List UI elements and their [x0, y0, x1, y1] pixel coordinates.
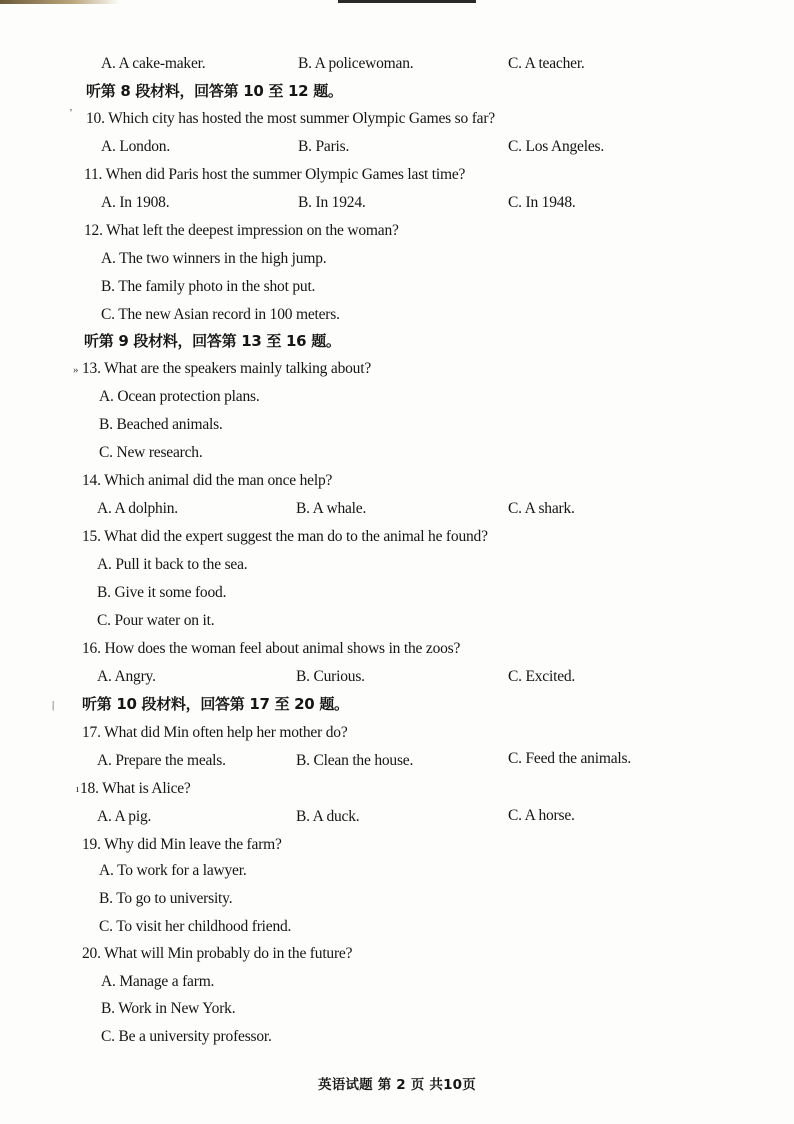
- question-12: 12. What left the deepest impression on the woman?: [84, 222, 399, 239]
- q17-option-c: C. Feed the animals.: [508, 750, 631, 767]
- q9-option-a: A. A cake-maker.: [101, 55, 206, 72]
- q17-option-a: A. Prepare the meals.: [97, 752, 226, 769]
- q12-option-b: B. The family photo in the shot put.: [101, 278, 316, 295]
- q16-option-c: C. Excited.: [508, 668, 576, 685]
- q15-option-c: C. Pour water on it.: [97, 612, 215, 629]
- q19-option-c: C. To visit her childhood friend.: [99, 918, 292, 935]
- scan-mark: |: [52, 699, 55, 711]
- q13-option-a: A. Ocean protection plans.: [99, 388, 260, 405]
- q20-option-a: A. Manage a farm.: [101, 973, 215, 990]
- q15-option-b: B. Give it some food.: [97, 584, 227, 601]
- question-20: 20. What will Min probably do in the future?: [82, 945, 353, 962]
- q15-option-a: A. Pull it back to the sea.: [97, 556, 248, 573]
- question-17: 17. What did Min often help her mother do?: [82, 724, 348, 741]
- q18-option-b: B. A duck.: [296, 808, 360, 825]
- q11-option-c: C. In 1948.: [508, 194, 576, 211]
- q10-option-a: A. London.: [101, 138, 171, 155]
- q10-option-c: C. Los Angeles.: [508, 138, 605, 155]
- q19-option-a: A. To work for a lawyer.: [99, 862, 247, 879]
- page-footer: 英语试题 第 2 页 共10页: [318, 1077, 476, 1093]
- q10-option-b: B. Paris.: [298, 138, 350, 155]
- question-11: 11. When did Paris host the summer Olympic Games last time?: [84, 166, 466, 183]
- question-14: 14. Which animal did the man once help?: [82, 472, 333, 489]
- q18-option-c: C. A horse.: [508, 807, 575, 824]
- scan-mark: »: [73, 364, 79, 376]
- q20-option-b: B. Work in New York.: [101, 1000, 236, 1017]
- q18-option-a: A. A pig.: [97, 808, 152, 825]
- q12-option-c: C. The new Asian record in 100 meters.: [101, 306, 340, 323]
- section-8-heading: 听第 8 段材料，回答第 10 至 12 题。: [86, 82, 343, 100]
- q11-option-b: B. In 1924.: [298, 194, 366, 211]
- question-18: 18. What is Alice?: [80, 780, 191, 797]
- q14-option-c: C. A shark.: [508, 500, 575, 517]
- q20-option-c: C. Be a university professor.: [101, 1028, 272, 1045]
- question-10: 10. Which city has hosted the most summer Olympic Games so far?: [86, 110, 495, 127]
- section-9-heading: 听第 9 段材料，回答第 13 至 16 题。: [84, 332, 341, 350]
- q11-option-a: A. In 1908.: [101, 194, 170, 211]
- q14-option-b: B. A whale.: [296, 500, 367, 517]
- question-19: 19. Why did Min leave the farm?: [82, 836, 282, 853]
- q13-option-b: B. Beached animals.: [99, 416, 223, 433]
- question-13: 13. What are the speakers mainly talking about?: [82, 360, 372, 377]
- q14-option-a: A. A dolphin.: [97, 500, 178, 517]
- question-16: 16. How does the woman feel about animal shows in the zoos?: [82, 640, 461, 657]
- q9-option-b: B. A policewoman.: [298, 55, 414, 72]
- q12-option-a: A. The two winners in the high jump.: [101, 250, 327, 267]
- q17-option-b: B. Clean the house.: [296, 752, 414, 769]
- scan-mark: ': [70, 107, 72, 119]
- question-15: 15. What did the expert suggest the man do to the animal he found?: [82, 528, 488, 545]
- scan-mark: ı: [76, 783, 80, 795]
- q16-option-a: A. Angry.: [97, 668, 156, 685]
- q13-option-c: C. New research.: [99, 444, 203, 461]
- section-10-heading: 听第 10 段材料，回答第 17 至 20 题。: [82, 695, 349, 713]
- q19-option-b: B. To go to university.: [99, 890, 233, 907]
- q9-option-c: C. A teacher.: [508, 55, 585, 72]
- q16-option-b: B. Curious.: [296, 668, 365, 685]
